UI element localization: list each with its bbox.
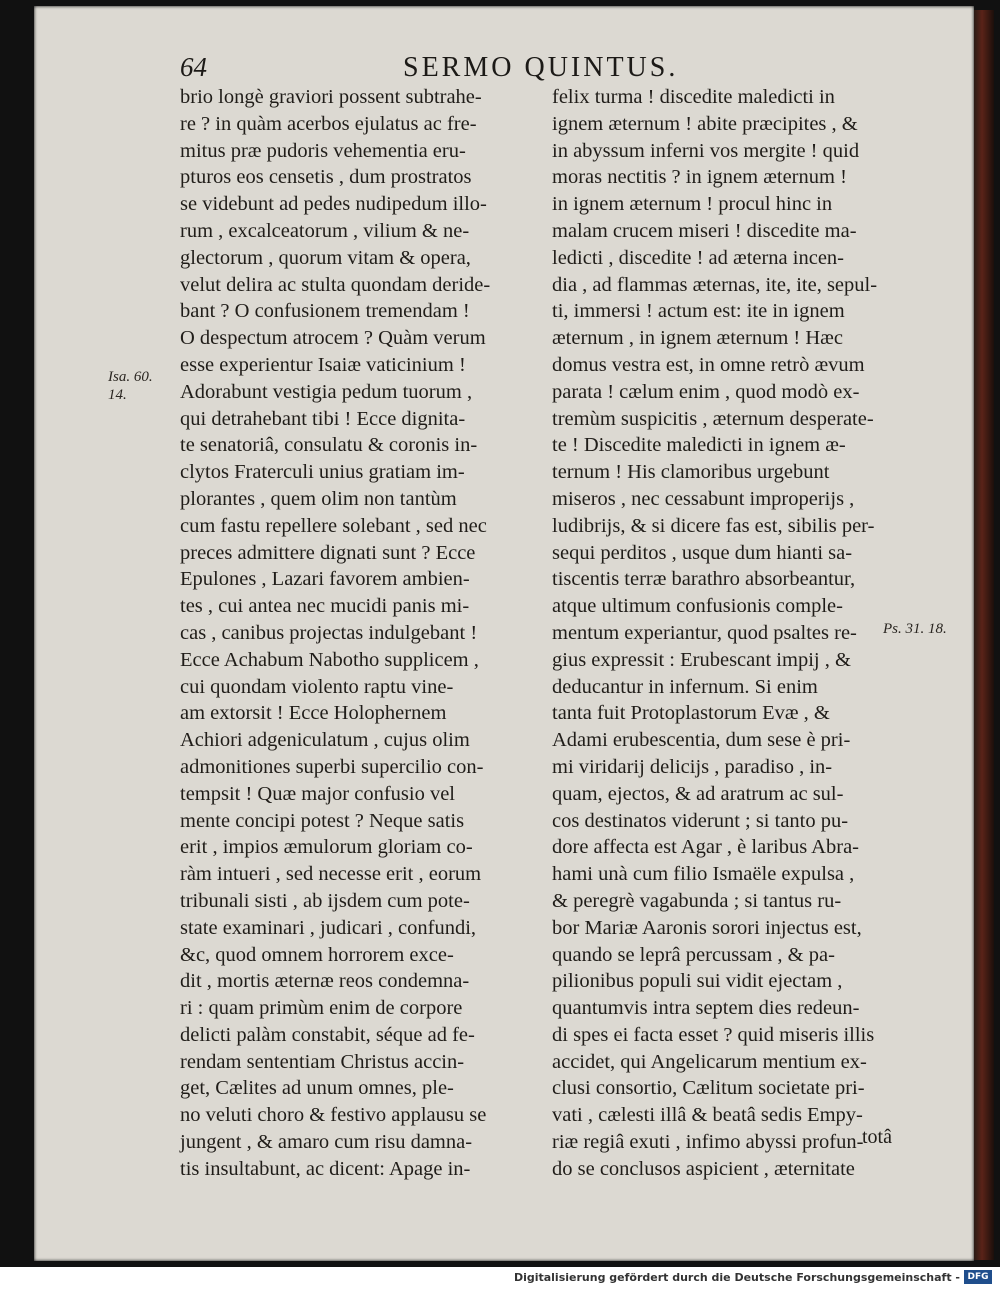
text-line: & peregrè vagabunda ; si tantus ru- [552,889,842,912]
text-line: Epulones , Lazari favorem ambien- [180,568,470,591]
text-line: quando se leprâ percussam , & pa- [552,943,835,966]
text-line: mentum experiantur, quod psaltes re- [552,621,857,644]
catchword: totâ [862,1126,892,1148]
text-line: state examinari , judicari , confundi, [180,916,477,939]
text-line: ternum ! His clamoribus urgebunt [552,461,830,484]
text-line: velut delira ac stulta quondam deride- [180,273,491,296]
text-line: in ignem æternum ! procul hinc in [552,193,833,216]
text-line: erit , impios æmulorum gloriam co- [180,836,473,859]
text-line: ri : quam primùm enim de corpore [180,997,463,1020]
text-line: te senatoriâ, consulatu & coronis in- [180,434,478,457]
text-line: ignem æternum ! abite præcipites , & [552,112,858,135]
text-line: pturos eos censetis , dum prostratos [180,166,472,189]
page-header [180,52,940,86]
margin-note-left-line: 14. [108,387,127,403]
text-line: Ecce Achabum Nabotho supplicem , [180,648,479,671]
text-line: &c, quod omnem horrorem exce- [180,943,454,966]
text-line: esse experientur Isaiæ vaticinium ! [180,353,466,376]
text-line: dore affecta est Agar , è laribus Abra- [552,836,859,859]
running-head: SERMO QUINTUS. [403,52,679,83]
text-line: delicti palàm constabit, séque ad fe- [180,1023,475,1046]
dfg-logo: DFG [964,1270,992,1284]
text-line: no veluti choro & festivo applausu se [180,1104,487,1127]
text-line: in abyssum inferni vos mergite ! quid [552,139,860,162]
text-line: sequi perditos , usque dum hianti sa- [552,541,853,564]
text-line: get, Cælites ad unum omnes, ple- [180,1077,454,1100]
text-line: malam crucem miseri ! discedite ma- [552,219,857,242]
text-line: dit , mortis æternæ reos condemna- [180,970,470,993]
text-line: dia , ad flammas æternas, ite, ite, sepul- [552,273,878,296]
margin-note-right: Ps. 31. 18. [883,621,947,637]
text-line: glectorum , quorum vitam & opera, [180,246,471,269]
text-line: domus vestra est, in omne retrò ævum [552,353,865,376]
text-line: cas , canibus projectas indulgebant ! [180,621,478,644]
text-line: tes , cui antea nec mucidi panis mi- [180,595,470,618]
text-line: bant ? O confusionem tremendam ! [180,300,470,323]
text-line: plorantes , quem olim non tantùm [180,487,457,510]
text-line: moras nectitis ? in ignem æternum ! [552,166,847,189]
text-line: bor Mariæ Aaronis sorori injectus est, [552,916,862,939]
text-line: mente concipi potest ? Neque satis [180,809,465,832]
text-line: ti, immersi ! actum est: ite in ignem [552,300,845,323]
text-line: Adami erubescentia, dum sese è pri- [552,729,851,752]
text-line: tis insultabunt, ac dicent: Apage in- [180,1157,471,1180]
text-line: mi viridarij delicijs , paradiso , in- [552,755,833,778]
text-line: cui quondam violento raptu vine- [180,675,454,698]
text-line: clusi consortio, Cælitum societate pri- [552,1077,865,1100]
text-line: felix turma ! discedite maledicti in [552,86,835,108]
text-line: gius expressit : Erubescant impij , & [552,648,851,671]
text-line: tanta fuit Protoplastorum Evæ , & [552,702,830,725]
text-line: mitus præ pudoris vehementia eru- [180,139,466,162]
text-line: re ? in quàm acerbos ejulatus ac fre- [180,112,477,135]
text-line: jungent , & amaro cum risu damna- [180,1131,473,1154]
text-line: do se conclusos aspicient , æternitate [552,1157,855,1180]
text-line: tribunali sisti , ab ijsdem cum pote- [180,889,470,912]
text-line: deducantur in infernum. Si enim [552,675,818,698]
text-line: Achiori adgeniculatum , cujus olim [180,729,470,752]
text-line: pilionibus populi sui vidit ejectam , [552,970,843,993]
text-line: am extorsit ! Ecce Holophernem [180,702,447,725]
text-line: Adorabunt vestigia pedum tuorum , [180,380,473,403]
text-line: parata ! cælum enim , quod modò ex- [552,380,860,403]
text-line: ledicti , discedite ! ad æterna incen- [552,246,845,269]
text-line: preces admittere dignati sunt ? Ecce [180,541,476,564]
text-line: ràm intueri , sed necesse erit , eorum [180,863,482,886]
text-line: qui detrahebant tibi ! Ecce dignita- [180,407,466,430]
text-line: tiscentis terræ barathro absorbeantur, [552,568,856,591]
text-line: accidet, qui Angelicarum mentium ex- [552,1050,867,1073]
right-text-column [552,84,917,1183]
text-line: hami unà cum filio Ismaële expulsa , [552,863,855,886]
text-line: cos destinatos viderunt ; si tanto pu- [552,809,849,832]
text-line: miseros , nec cessabunt improperijs , [552,487,855,510]
text-line: tempsit ! Quæ major confusio vel [180,782,455,805]
text-line: clytos Fraterculi unius gratiam im- [180,461,465,484]
page-number: 64 [180,52,207,82]
text-line: O despectum atrocem ? Quàm verum [180,327,486,350]
left-text-column [180,84,540,1183]
text-line: cum fastu repellere solebant , sed nec [180,514,487,537]
text-line: se videbunt ad pedes nudipedum illo- [180,193,487,216]
text-line: te ! Discedite maledicti in ignem æ- [552,434,846,457]
text-line: rendam sententiam Christus accin- [180,1050,465,1073]
text-line: admonitiones superbi supercilio con- [180,755,484,778]
text-line: di spes ei facta esset ? quid miseris illis [552,1023,875,1046]
text-line: vati , cælesti illâ & beatâ sedis Empy- [552,1104,863,1127]
margin-note-left [108,368,153,404]
text-line: æternum , in ignem æternum ! Hæc [552,327,843,350]
margin-note-left-line: Isa. 60. [108,369,153,385]
book-edge [974,10,994,1260]
text-line: riæ regiâ exuti , infimo abyssi profun- [552,1131,864,1154]
text-line: atque ultimum confusionis comple- [552,595,843,618]
text-line: rum , excalceatorum , vilium & ne- [180,219,470,242]
text-line: quantumvis intra septem dies redeun- [552,997,860,1020]
text-line: brio longè graviori possent subtrahe- [180,86,482,108]
digitization-footer [0,1267,1000,1289]
footer-credit: Digitalisierung gefördert durch die Deutsche Forschungsgemeinschaft - [513,1271,960,1284]
text-line: tremùm suspicitis , æternum desperate- [552,407,874,430]
text-line: ludibrijs, & si dicere fas est, sibilis per- [552,514,875,537]
text-line: quam, ejectos, & ad aratrum ac sul- [552,782,844,805]
